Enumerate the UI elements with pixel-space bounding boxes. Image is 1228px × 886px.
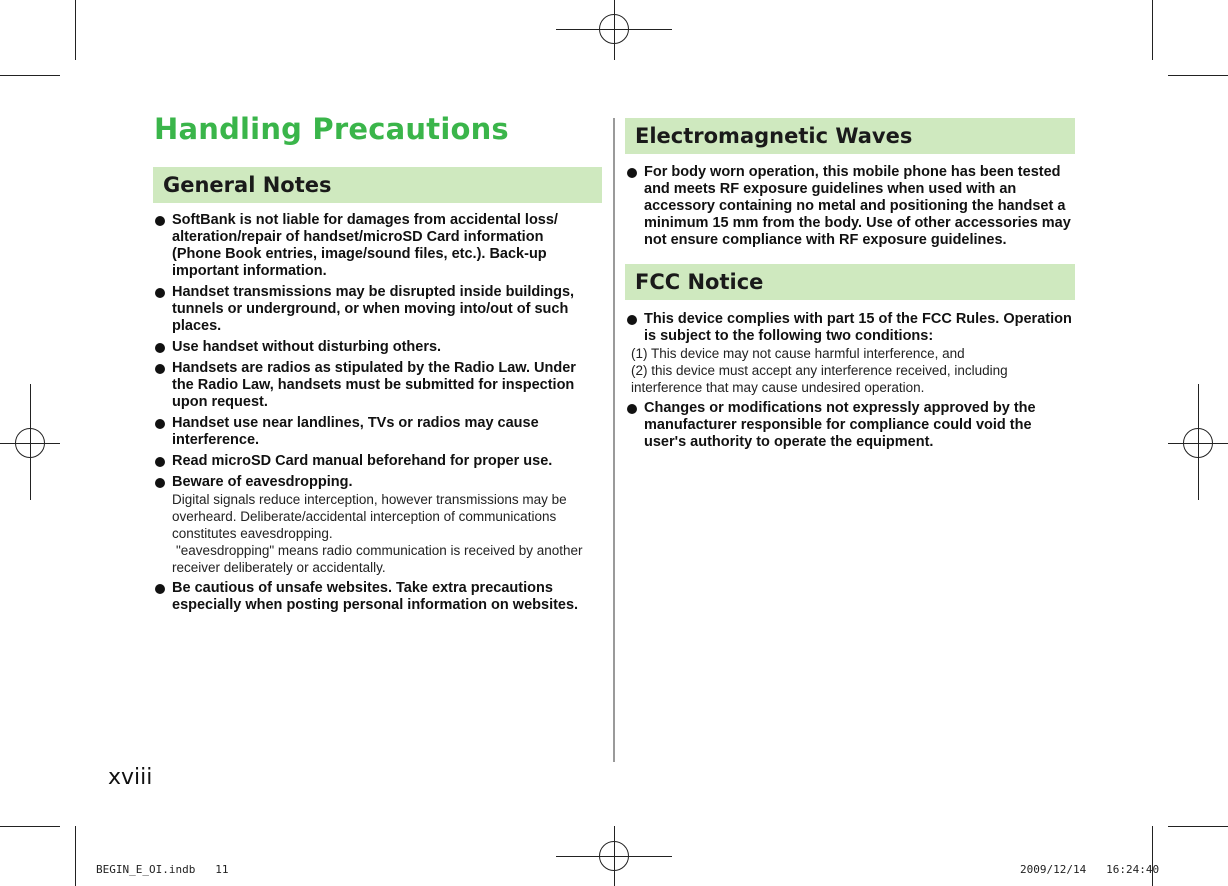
list-item (155, 453, 595, 470)
bullet-icon (627, 168, 637, 178)
list-item (155, 474, 595, 576)
electromagnetic-list (627, 164, 1075, 253)
fcc-notice-heading: FCC Notice (625, 264, 1075, 300)
bullet-icon (155, 343, 165, 353)
list-item (155, 284, 595, 335)
list-item (627, 164, 1075, 249)
bullet-icon (155, 419, 165, 429)
list-item (155, 415, 595, 449)
eavesdropping-definition: "eavesdropping" means radio communication is received by another receiver deliberately or accidentally. (172, 543, 583, 575)
electromagnetic-heading: Electromagnetic Waves (625, 118, 1075, 154)
crop-mark (75, 826, 76, 886)
general-notes-heading: General Notes (153, 167, 602, 203)
general-notes-list (155, 212, 595, 618)
fcc-condition-1: (1) This device may not cause harmful interference, and (631, 346, 965, 361)
list-item (627, 400, 1075, 451)
list-item (627, 311, 1075, 396)
bullet-icon (155, 457, 165, 467)
list-item-text: This device complies with part 15 of the FCC Rules. Operation is subject to the following two conditions: (644, 311, 1072, 344)
bullet-icon (627, 404, 637, 414)
crop-mark (1152, 826, 1153, 886)
bullet-icon (155, 478, 165, 488)
crop-mark (0, 75, 60, 76)
list-item-text: Read microSD Card manual beforehand for proper use. (172, 453, 553, 469)
registration-circle (15, 428, 45, 458)
list-item (155, 580, 595, 614)
list-item-text: Handset transmissions may be disrupted inside buildings, tunnels or underground, or when moving into/out of such places. (172, 284, 575, 334)
registration-circle (1183, 428, 1213, 458)
list-item-text: Handset use near landlines, TVs or radios may cause interference. (172, 415, 539, 448)
page-number: xviii (108, 765, 153, 790)
list-item (155, 339, 595, 356)
footer-timestamp: 2009/12/14 16:24:40 (1020, 863, 1160, 876)
crop-mark (75, 0, 76, 60)
crop-mark (1168, 75, 1228, 76)
list-item-text: Be cautious of unsafe websites. Take extra precautions especially when posting personal information on websites. (172, 580, 579, 613)
list-item-text: For body worn operation, this mobile phone has been tested and meets RF exposure guidelines when used with an accessory containing no metal and positioning the handset a minimum 15 mm from the body. Use of other accessories may not ensure compliance with RF exposure guidelines. (644, 164, 1071, 248)
fcc-notice-list (627, 311, 1075, 455)
bullet-icon (627, 315, 637, 325)
bullet-icon (155, 364, 165, 374)
list-item-text: Use handset without disturbing others. (172, 339, 442, 355)
crop-mark (1152, 0, 1153, 60)
bullet-icon (155, 288, 165, 298)
list-item (155, 212, 595, 280)
registration-circle (599, 14, 629, 44)
footer-filename: BEGIN_E_OI.indb 11 (96, 863, 229, 876)
list-item (155, 360, 595, 411)
list-item-text: Beware of eavesdropping. (172, 474, 353, 490)
fcc-condition-2: (2) this device must accept any interference received, including interference that may cause undesired operation. (631, 363, 1008, 395)
page-title: Handling Precautions (154, 112, 509, 146)
column-divider (613, 118, 615, 762)
crop-mark (1168, 826, 1228, 827)
list-item-text: SoftBank is not liable for damages from accidental loss/ alteration/repair of handset/microSD Card information (Phone Book entries, image/sound files, etc.). Back-up important information. (172, 212, 558, 279)
eavesdropping-note: Digital signals reduce interception, however transmissions may be overheard. Deliberate/accidental interception of communications constitutes eavesdropping. (172, 492, 567, 541)
bullet-icon (155, 584, 165, 594)
bullet-icon (155, 216, 165, 226)
crop-mark (0, 826, 60, 827)
list-item-text: Handsets are radios as stipulated by the Radio Law. Under the Radio Law, handsets must be submitted for inspection upon request. (172, 360, 576, 410)
list-item-text: Changes or modifications not expressly approved by the manufacturer responsible for compliance could void the user's authority to operate the equipment. (644, 400, 1036, 450)
registration-circle (599, 841, 629, 871)
